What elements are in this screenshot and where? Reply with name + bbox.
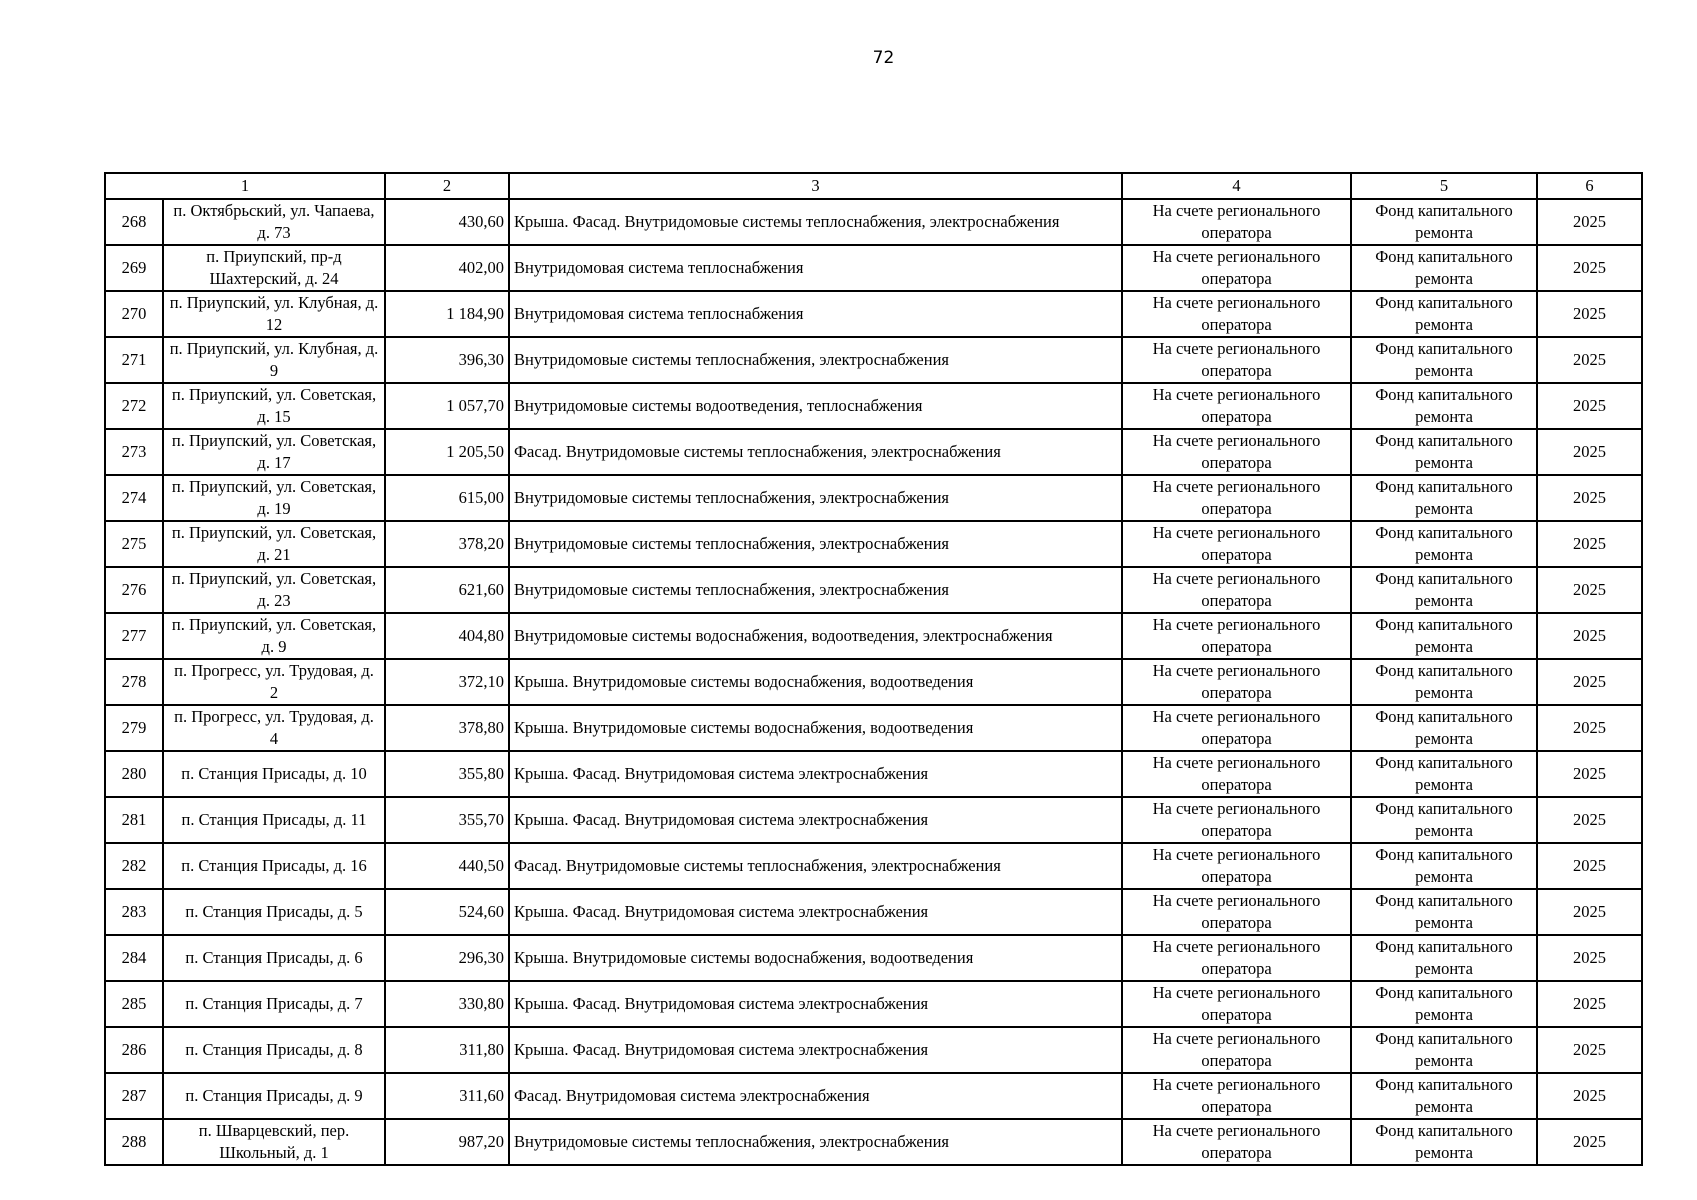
- repair-works-cell: Фасад. Внутридомовые системы теплоснабжения, электроснабжения: [509, 429, 1122, 475]
- house-address-cell: п. Приупский, ул. Советская, д. 9: [163, 613, 385, 659]
- total-area-cell: 404,80: [385, 613, 509, 659]
- total-area-cell: 330,80: [385, 981, 509, 1027]
- table-row: [105, 1119, 1642, 1165]
- row-number-cell: 273: [105, 429, 163, 475]
- table-row: [105, 383, 1642, 429]
- fund-formation-method-cell: На счете регионального оператора: [1122, 751, 1351, 797]
- house-address-cell: п. Приупский, ул. Клубная, д. 12: [163, 291, 385, 337]
- total-area-cell: 987,20: [385, 1119, 509, 1165]
- table-row: [105, 1073, 1642, 1119]
- house-address-cell: п. Станция Присады, д. 5: [163, 889, 385, 935]
- repair-works-cell: Внутридомовая система теплоснабжения: [509, 291, 1122, 337]
- total-area-cell: 430,60: [385, 199, 509, 245]
- total-area-cell: 1 184,90: [385, 291, 509, 337]
- fund-formation-method-cell: На счете регионального оператора: [1122, 935, 1351, 981]
- total-area-cell: 355,80: [385, 751, 509, 797]
- repair-works-cell: Крыша. Фасад. Внутридомовая система электроснабжения: [509, 1027, 1122, 1073]
- financing-source-cell: Фонд капитального ремонта: [1351, 843, 1537, 889]
- total-area-cell: 372,10: [385, 659, 509, 705]
- house-address-cell: п. Приупский, пр-д Шахтерский, д. 24: [163, 245, 385, 291]
- fund-formation-method-cell: На счете регионального оператора: [1122, 337, 1351, 383]
- financing-source-cell: Фонд капитального ремонта: [1351, 245, 1537, 291]
- repair-works-cell: Внутридомовые системы теплоснабжения, электроснабжения: [509, 521, 1122, 567]
- header-col-5: 5: [1351, 173, 1537, 199]
- financing-source-cell: Фонд капитального ремонта: [1351, 383, 1537, 429]
- financing-source-cell: Фонд капитального ремонта: [1351, 935, 1537, 981]
- header-col-2: 2: [385, 173, 509, 199]
- house-address-cell: п. Прогресс, ул. Трудовая, д. 4: [163, 705, 385, 751]
- house-address-cell: п. Приупский, ул. Клубная, д. 9: [163, 337, 385, 383]
- repair-year-cell: 2025: [1537, 751, 1642, 797]
- house-address-cell: п. Приупский, ул. Советская, д. 17: [163, 429, 385, 475]
- fund-formation-method-cell: На счете регионального оператора: [1122, 475, 1351, 521]
- total-area-cell: 378,80: [385, 705, 509, 751]
- repair-year-cell: 2025: [1537, 245, 1642, 291]
- total-area-cell: 396,30: [385, 337, 509, 383]
- financing-source-cell: Фонд капитального ремонта: [1351, 1073, 1537, 1119]
- repair-works-cell: Внутридомовые системы теплоснабжения, электроснабжения: [509, 337, 1122, 383]
- house-address-cell: п. Станция Присады, д. 7: [163, 981, 385, 1027]
- table-row: [105, 567, 1642, 613]
- row-number-cell: 278: [105, 659, 163, 705]
- repair-year-cell: 2025: [1537, 1073, 1642, 1119]
- repair-works-cell: Крыша. Внутридомовые системы водоснабжения, водоотведения: [509, 705, 1122, 751]
- financing-source-cell: Фонд капитального ремонта: [1351, 1027, 1537, 1073]
- repair-works-cell: Крыша. Внутридомовые системы водоснабжения, водоотведения: [509, 659, 1122, 705]
- repair-year-cell: 2025: [1537, 199, 1642, 245]
- fund-formation-method-cell: На счете регионального оператора: [1122, 981, 1351, 1027]
- financing-source-cell: Фонд капитального ремонта: [1351, 567, 1537, 613]
- fund-formation-method-cell: На счете регионального оператора: [1122, 797, 1351, 843]
- financing-source-cell: Фонд капитального ремонта: [1351, 521, 1537, 567]
- table-row: [105, 521, 1642, 567]
- financing-source-cell: Фонд капитального ремонта: [1351, 613, 1537, 659]
- row-number-cell: 275: [105, 521, 163, 567]
- table-row: [105, 1027, 1642, 1073]
- repair-year-cell: 2025: [1537, 935, 1642, 981]
- row-number-cell: 269: [105, 245, 163, 291]
- repair-year-cell: 2025: [1537, 383, 1642, 429]
- total-area-cell: 1 205,50: [385, 429, 509, 475]
- row-number-cell: 271: [105, 337, 163, 383]
- fund-formation-method-cell: На счете регионального оператора: [1122, 521, 1351, 567]
- total-area-cell: 524,60: [385, 889, 509, 935]
- row-number-cell: 286: [105, 1027, 163, 1073]
- table-row: [105, 429, 1642, 475]
- row-number-cell: 283: [105, 889, 163, 935]
- total-area-cell: 615,00: [385, 475, 509, 521]
- table-row: [105, 981, 1642, 1027]
- repair-works-cell: Крыша. Фасад. Внутридомовая система электроснабжения: [509, 797, 1122, 843]
- repair-works-cell: Крыша. Фасад. Внутридомовая система электроснабжения: [509, 981, 1122, 1027]
- repair-works-cell: Крыша. Фасад. Внутридомовая система электроснабжения: [509, 751, 1122, 797]
- total-area-cell: 296,30: [385, 935, 509, 981]
- financing-source-cell: Фонд капитального ремонта: [1351, 199, 1537, 245]
- house-address-cell: п. Приупский, ул. Советская, д. 19: [163, 475, 385, 521]
- financing-source-cell: Фонд капитального ремонта: [1351, 797, 1537, 843]
- repair-works-cell: Внутридомовые системы теплоснабжения, электроснабжения: [509, 1119, 1122, 1165]
- fund-formation-method-cell: На счете регионального оператора: [1122, 291, 1351, 337]
- repair-year-cell: 2025: [1537, 1119, 1642, 1165]
- table-row: [105, 475, 1642, 521]
- row-number-cell: 280: [105, 751, 163, 797]
- repair-works-cell: Внутридомовая система теплоснабжения: [509, 245, 1122, 291]
- fund-formation-method-cell: На счете регионального оператора: [1122, 199, 1351, 245]
- repair-year-cell: 2025: [1537, 429, 1642, 475]
- table-row: [105, 291, 1642, 337]
- fund-formation-method-cell: На счете регионального оператора: [1122, 613, 1351, 659]
- row-number-cell: 279: [105, 705, 163, 751]
- house-address-cell: п. Приупский, ул. Советская, д. 23: [163, 567, 385, 613]
- house-address-cell: п. Станция Присады, д. 11: [163, 797, 385, 843]
- header-col-4: 4: [1122, 173, 1351, 199]
- header-col-3: 3: [509, 173, 1122, 199]
- repair-works-cell: Крыша. Внутридомовые системы водоснабжения, водоотведения: [509, 935, 1122, 981]
- row-number-cell: 274: [105, 475, 163, 521]
- repair-year-cell: 2025: [1537, 337, 1642, 383]
- repair-works-cell: Крыша. Фасад. Внутридомовая система электроснабжения: [509, 889, 1122, 935]
- row-number-cell: 277: [105, 613, 163, 659]
- repair-year-cell: 2025: [1537, 613, 1642, 659]
- row-number-cell: 272: [105, 383, 163, 429]
- house-address-cell: п. Шварцевский, пер. Школьный, д. 1: [163, 1119, 385, 1165]
- table-body: [105, 199, 1642, 1165]
- house-address-cell: п. Станция Присады, д. 6: [163, 935, 385, 981]
- house-address-cell: п. Прогресс, ул. Трудовая, д. 2: [163, 659, 385, 705]
- repair-year-cell: 2025: [1537, 567, 1642, 613]
- row-number-cell: 288: [105, 1119, 163, 1165]
- repair-year-cell: 2025: [1537, 797, 1642, 843]
- fund-formation-method-cell: На счете регионального оператора: [1122, 383, 1351, 429]
- fund-formation-method-cell: На счете регионального оператора: [1122, 245, 1351, 291]
- total-area-cell: 621,60: [385, 567, 509, 613]
- house-address-cell: п. Станция Присады, д. 16: [163, 843, 385, 889]
- repair-year-cell: 2025: [1537, 291, 1642, 337]
- fund-formation-method-cell: На счете регионального оператора: [1122, 889, 1351, 935]
- table-row: [105, 935, 1642, 981]
- house-address-cell: п. Приупский, ул. Советская, д. 21: [163, 521, 385, 567]
- row-number-cell: 268: [105, 199, 163, 245]
- row-number-cell: 287: [105, 1073, 163, 1119]
- repair-year-cell: 2025: [1537, 981, 1642, 1027]
- table-header-row: [105, 173, 1642, 199]
- table-row: [105, 751, 1642, 797]
- financing-source-cell: Фонд капитального ремонта: [1351, 751, 1537, 797]
- repair-works-cell: Внутридомовые системы водоотведения, теплоснабжения: [509, 383, 1122, 429]
- repair-year-cell: 2025: [1537, 475, 1642, 521]
- repair-year-cell: 2025: [1537, 843, 1642, 889]
- repair-year-cell: 2025: [1537, 889, 1642, 935]
- repair-works-cell: Фасад. Внутридомовые системы теплоснабжения, электроснабжения: [509, 843, 1122, 889]
- total-area-cell: 1 057,70: [385, 383, 509, 429]
- financing-source-cell: Фонд капитального ремонта: [1351, 889, 1537, 935]
- row-number-cell: 282: [105, 843, 163, 889]
- total-area-cell: 402,00: [385, 245, 509, 291]
- financing-source-cell: Фонд капитального ремонта: [1351, 291, 1537, 337]
- row-number-cell: 276: [105, 567, 163, 613]
- house-address-cell: п. Станция Присады, д. 8: [163, 1027, 385, 1073]
- table-row: [105, 245, 1642, 291]
- financing-source-cell: Фонд капитального ремонта: [1351, 1119, 1537, 1165]
- financing-source-cell: Фонд капитального ремонта: [1351, 659, 1537, 705]
- row-number-cell: 284: [105, 935, 163, 981]
- repair-year-cell: 2025: [1537, 521, 1642, 567]
- financing-source-cell: Фонд капитального ремонта: [1351, 705, 1537, 751]
- fund-formation-method-cell: На счете регионального оператора: [1122, 705, 1351, 751]
- table-row: [105, 705, 1642, 751]
- fund-formation-method-cell: На счете регионального оператора: [1122, 843, 1351, 889]
- header-col-1: 1: [105, 173, 385, 199]
- repair-works-cell: Внутридомовые системы теплоснабжения, электроснабжения: [509, 475, 1122, 521]
- house-address-cell: п. Октябрьский, ул. Чапаева, д. 73: [163, 199, 385, 245]
- financing-source-cell: Фонд капитального ремонта: [1351, 337, 1537, 383]
- total-area-cell: 355,70: [385, 797, 509, 843]
- financing-source-cell: Фонд капитального ремонта: [1351, 981, 1537, 1027]
- repair-year-cell: 2025: [1537, 1027, 1642, 1073]
- total-area-cell: 311,80: [385, 1027, 509, 1073]
- house-address-cell: п. Станция Присады, д. 9: [163, 1073, 385, 1119]
- fund-formation-method-cell: На счете регионального оператора: [1122, 659, 1351, 705]
- header-col-6: 6: [1537, 173, 1642, 199]
- repair-works-cell: Фасад. Внутридомовая система электроснабжения: [509, 1073, 1122, 1119]
- page-number: 72: [872, 48, 895, 68]
- fund-formation-method-cell: На счете регионального оператора: [1122, 1119, 1351, 1165]
- repair-program-table: [104, 172, 1643, 1166]
- house-address-cell: п. Приупский, ул. Советская, д. 15: [163, 383, 385, 429]
- total-area-cell: 440,50: [385, 843, 509, 889]
- repair-works-cell: Внутридомовые системы теплоснабжения, электроснабжения: [509, 567, 1122, 613]
- repair-year-cell: 2025: [1537, 705, 1642, 751]
- table-row: [105, 337, 1642, 383]
- row-number-cell: 270: [105, 291, 163, 337]
- fund-formation-method-cell: На счете регионального оператора: [1122, 429, 1351, 475]
- table-row: [105, 889, 1642, 935]
- table-row: [105, 613, 1642, 659]
- table-row: [105, 797, 1642, 843]
- fund-formation-method-cell: На счете регионального оператора: [1122, 567, 1351, 613]
- fund-formation-method-cell: На счете регионального оператора: [1122, 1027, 1351, 1073]
- total-area-cell: 378,20: [385, 521, 509, 567]
- fund-formation-method-cell: На счете регионального оператора: [1122, 1073, 1351, 1119]
- repair-year-cell: 2025: [1537, 659, 1642, 705]
- repair-works-cell: Крыша. Фасад. Внутридомовые системы теплоснабжения, электроснабжения: [509, 199, 1122, 245]
- house-address-cell: п. Станция Присады, д. 10: [163, 751, 385, 797]
- table-row: [105, 659, 1642, 705]
- row-number-cell: 285: [105, 981, 163, 1027]
- total-area-cell: 311,60: [385, 1073, 509, 1119]
- table-row: [105, 843, 1642, 889]
- financing-source-cell: Фонд капитального ремонта: [1351, 475, 1537, 521]
- table-row: [105, 199, 1642, 245]
- row-number-cell: 281: [105, 797, 163, 843]
- repair-works-cell: Внутридомовые системы водоснабжения, водоотведения, электроснабжения: [509, 613, 1122, 659]
- financing-source-cell: Фонд капитального ремонта: [1351, 429, 1537, 475]
